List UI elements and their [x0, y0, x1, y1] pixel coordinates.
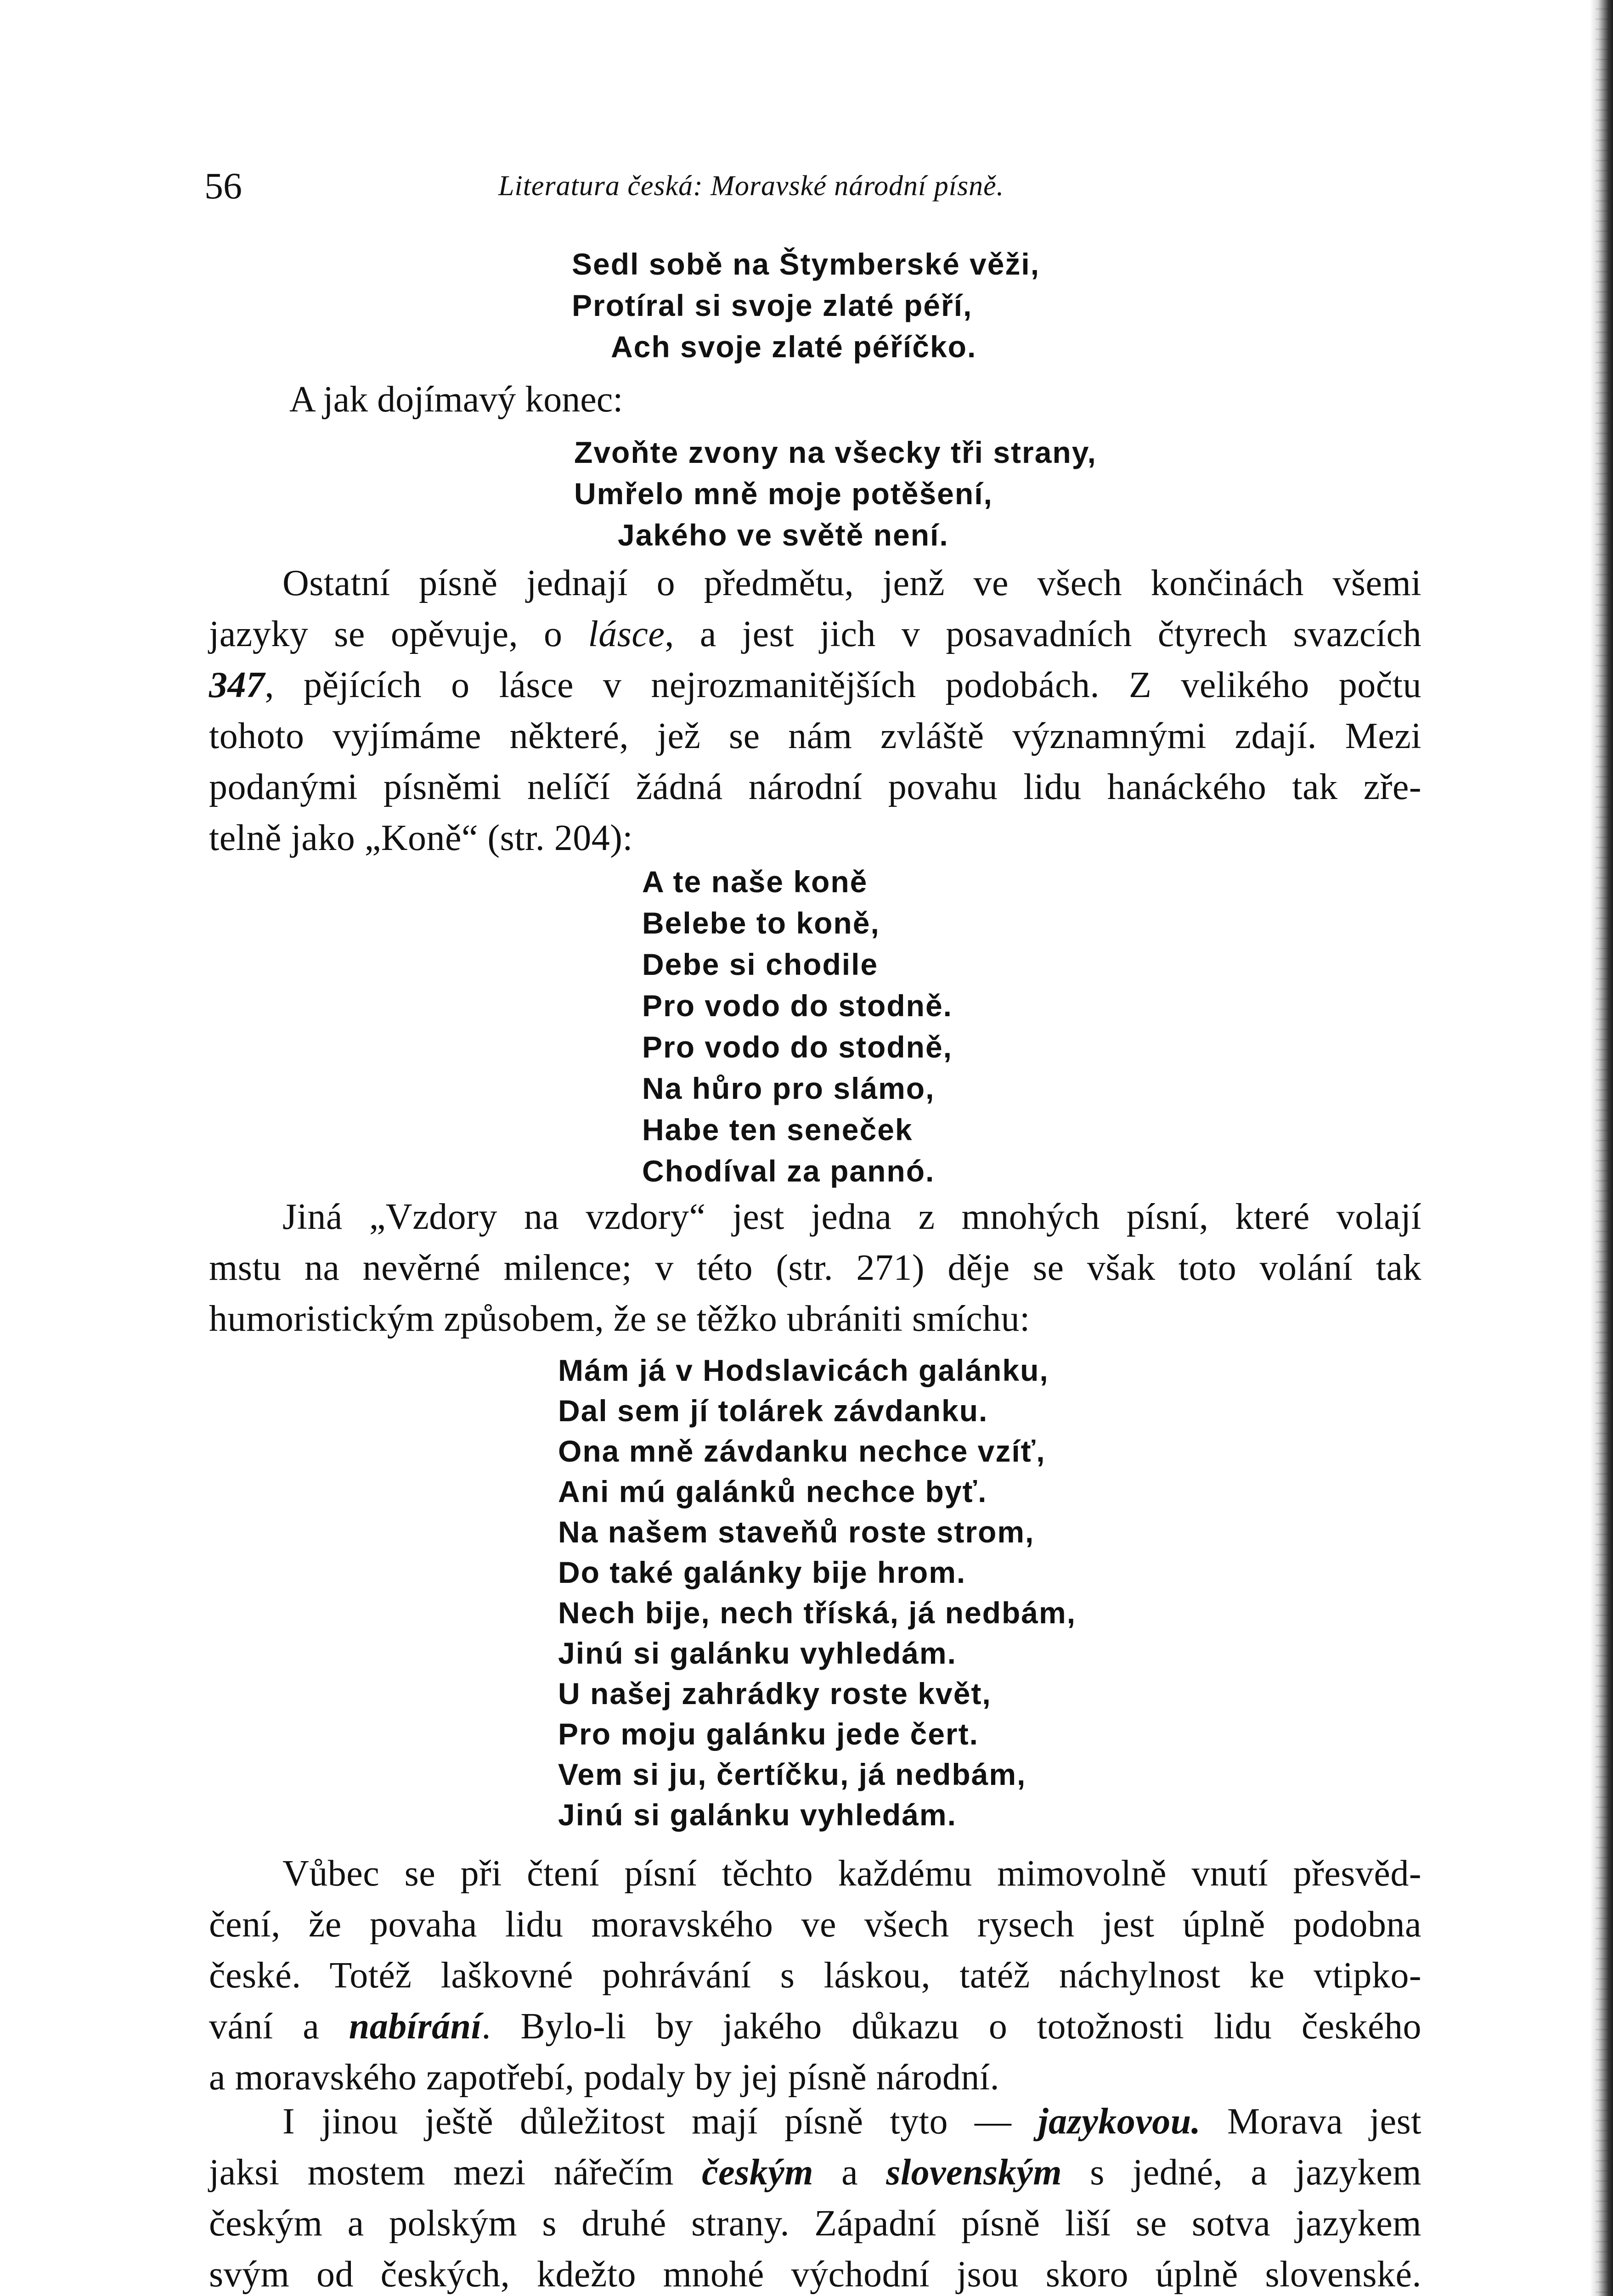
verse-line: Protíral si svoje zlaté péří,	[572, 288, 973, 322]
spine-texture	[1596, 0, 1609, 2296]
verse-line: A te naše koně	[642, 865, 868, 899]
text-line: telně jako „Koně“ (str. 204):	[209, 818, 633, 858]
text-line: svým od českých, kdežto mnohé východní jsou skoro úplně slovenské.	[209, 2254, 1421, 2295]
emphasis: lásce	[588, 614, 665, 654]
text-line: české. Totéž laškovné pohrávání s láskou, tatéž náchylnost ke vtipko-	[209, 1955, 1421, 1996]
paragraph-3	[209, 1848, 1421, 2103]
emphasis: 347	[209, 665, 265, 705]
verse-line: Jinú si galánku vyhledám.	[558, 1798, 957, 1832]
emphasis: českým	[702, 2152, 813, 2193]
running-head: Literatura česká: Moravské národní písně.	[498, 170, 1004, 202]
text-line: čení, že povaha lidu moravského ve všech rysech jest úplně podobna	[209, 1904, 1421, 1945]
verse-block-2	[574, 432, 1097, 556]
verse-line: Pro vodo do stodně.	[642, 989, 953, 1023]
verse-line: Nech bije, nech tříská, já nedbám,	[558, 1596, 1077, 1630]
verse-line: Vem si ju, čertíčku, já nedbám,	[558, 1757, 1026, 1791]
page-header	[204, 161, 1444, 216]
verse-line: Na našem staveňů roste strom,	[558, 1515, 1035, 1549]
paragraph-2	[209, 1192, 1421, 1345]
text-line: humoristickým způsobem, že se těžko ubrániti smíchu:	[209, 1299, 1030, 1339]
verse-line: Mám já v Hodslavicách galánku,	[558, 1353, 1049, 1387]
page-number: 56	[204, 165, 242, 207]
text-line: podanými písněmi nelíčí žádná národní povahu lidu hanáckého tak zře-	[209, 767, 1421, 807]
verse-line: Umřelo mně moje potěšení,	[574, 477, 993, 511]
verse-line: Ona mně závdanku nechce vzíť,	[558, 1434, 1046, 1468]
verse-line: Dal sem jí tolárek závdanku.	[558, 1394, 988, 1428]
verse-block-4	[558, 1350, 1076, 1835]
verse-line: Belebe to koně,	[642, 906, 880, 940]
text-line: a moravského zapotřebí, podaly by jej písně národní.	[209, 2057, 1000, 2098]
verse-line: U našej zahrádky roste květ,	[558, 1677, 992, 1711]
text-line: I jinou ještě důležitost mají písně tyto — jazykovou. Morava jest	[282, 2101, 1421, 2142]
verse-line: Na hůro pro slámo,	[642, 1071, 935, 1105]
verse-line: Jakého ve světě není.	[618, 518, 949, 552]
intro-line: A jak dojímavý konec:	[289, 379, 623, 420]
verse-line: Ani mú galánků nechce byť.	[558, 1474, 987, 1508]
verse-line: Sedl sobě na Štymberské věži,	[572, 247, 1040, 281]
verse-line: Do také galánky bije hrom.	[558, 1555, 966, 1589]
text-line: Vůbec se při čtení písní těchto každému mimovolně vnutí přesvěd-	[282, 1853, 1421, 1894]
text-line: Ostatní písně jednají o předmětu, jenž ve všech končinách všemi	[282, 563, 1421, 603]
verse-line: Chodíval za pannó.	[642, 1154, 935, 1188]
verse-line: Zvoňte zvony na všecky tři strany,	[574, 435, 1097, 469]
verse-line: Pro vodo do stodně,	[642, 1030, 953, 1064]
verse-line: Debe si chodile	[642, 947, 879, 981]
text-line: mstu na nevěrné milence; v této (str. 271) děje se však toto volání tak	[209, 1248, 1421, 1288]
text-line: jazyky se opěvuje, o lásce, a jest jich v posavadních čtyrech svazcích	[209, 614, 1421, 654]
verse-line: Habe ten seneček	[642, 1113, 913, 1147]
emphasis: slovenským	[886, 2152, 1062, 2193]
text-line: jaksi mostem mezi nářečím českým a slovenským s jedné, a jazykem	[209, 2152, 1422, 2193]
paragraph-1	[209, 558, 1421, 864]
verse-line: Ach svoje zlaté péříčko.	[611, 330, 977, 364]
paragraph-4	[209, 2096, 1421, 2296]
emphasis: nabírání	[349, 2006, 482, 2047]
text-line: Jiná „Vzdory na vzdory“ jest jedna z mnohých písní, které volají	[282, 1197, 1421, 1237]
text-line: českým a polským s druhé strany. Západní písně liší se sotva jazykem	[209, 2203, 1421, 2244]
verse-block-3	[642, 861, 953, 1192]
verse-block-1	[572, 243, 1040, 367]
verse-line: Pro moju galánku jede čert.	[558, 1717, 979, 1751]
text-line: vání a nabírání. Bylo-li by jakého důkazu o totožnosti lidu českého	[209, 2006, 1421, 2047]
verse-line: Jinú si galánku vyhledám.	[558, 1636, 957, 1670]
emphasis: jazykovou.	[1038, 2101, 1201, 2142]
text-line: 347, pějících o lásce v nejrozmanitějších podobách. Z velikého počtu	[209, 665, 1421, 705]
text-line: tohoto vyjímáme některé, jež se nám zvláště významnými zdají. Mezi	[209, 716, 1421, 756]
